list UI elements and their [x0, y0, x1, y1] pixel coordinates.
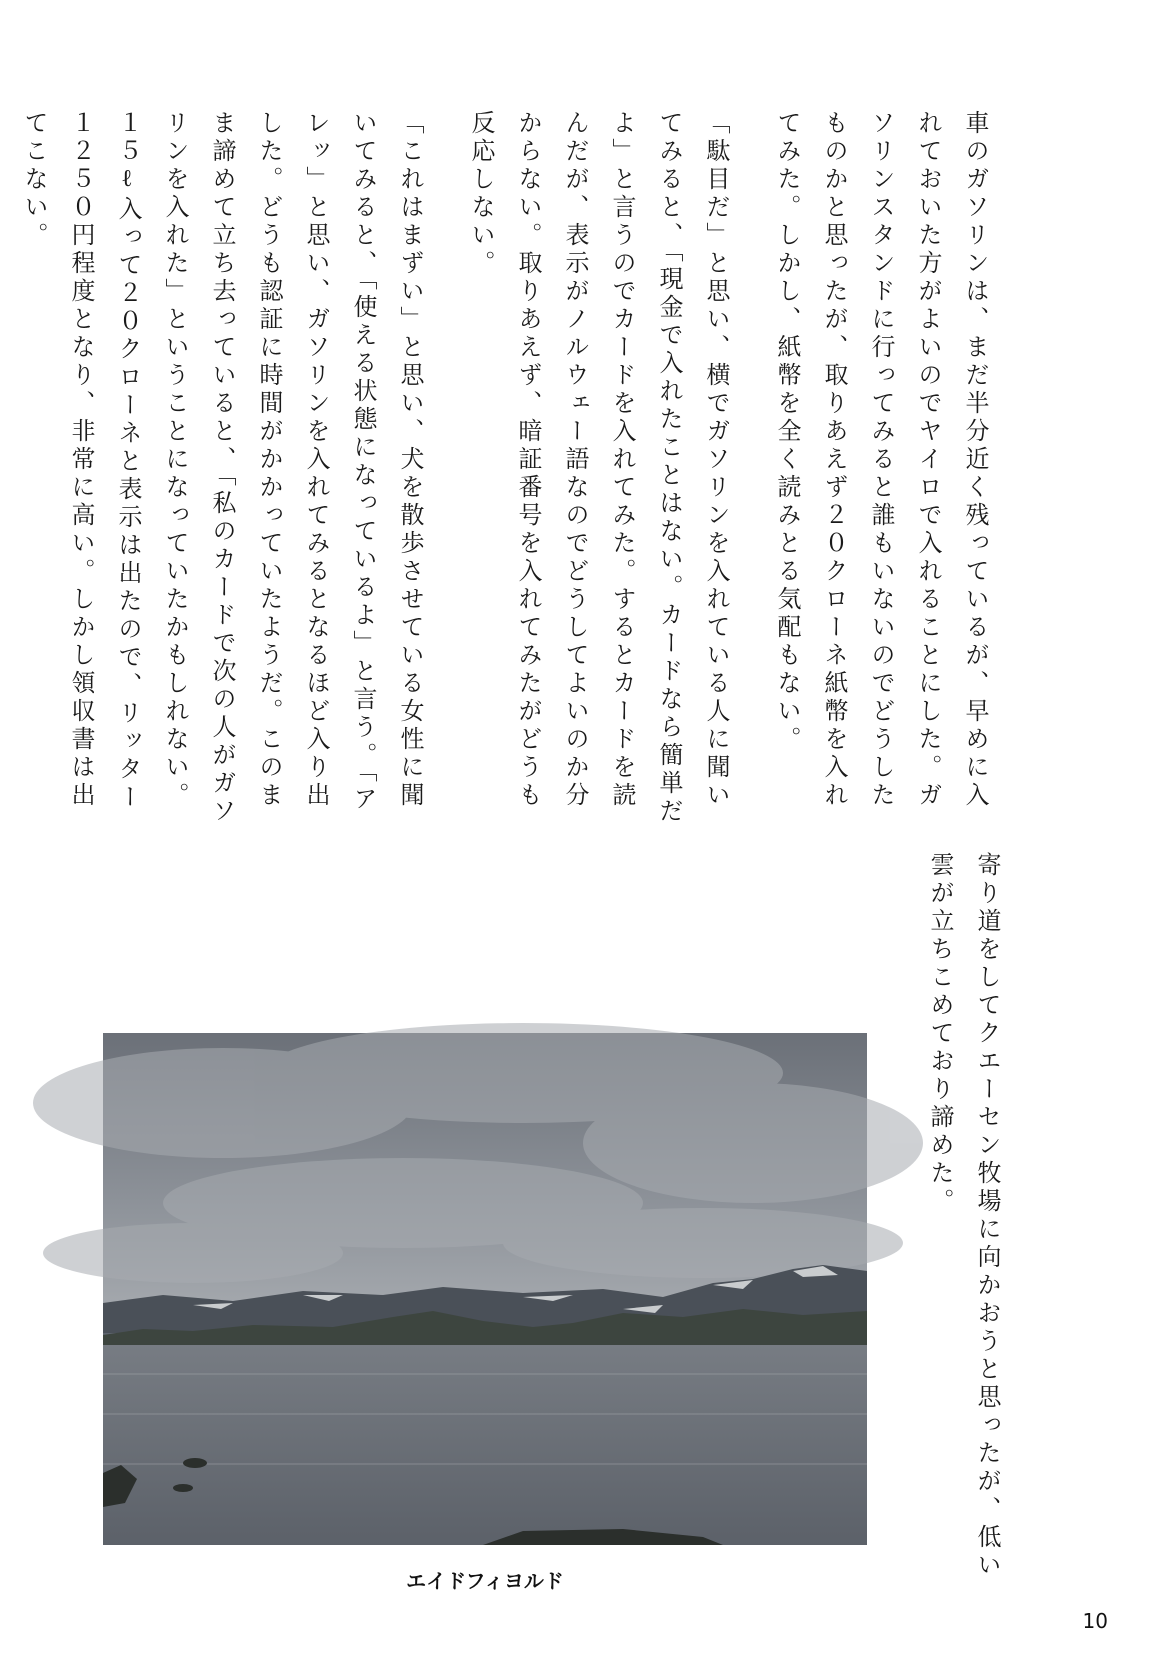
page-number: 10	[1082, 1609, 1108, 1633]
paragraph: 「これはまずい」と思い、犬を散歩させている女性に聞いてみると、「使える状態になっているよ」と言う。「アレッ」と思い、ガソリンを入れてみるとなるほど入り出した。どうも認証に時間がかかっていたようだ。このまま諦めて立ち去っていると、「私のカードで次の人がガソリンを入れた」ということになっていたかもしれない。１５ℓ入って２０クローネと表示は出たので、リッター１２５０円程度となり、非常に高い。しかし領収書は出てこない。	[20, 110, 424, 826]
fjord-landscape-image	[103, 1033, 867, 1545]
paragraph: 寄り道をしてクエーセン牧場に向かおうと思ったが、低い雲が立ちこめており諦めた。	[926, 852, 1001, 1580]
paragraph: 車のガソリンは、まだ半分近く残っているが、早めに入れておいた方がよいのでヤイロで入れることにした。ガソリンスタンドに行ってみると誰もいないのでどうしたものかと思ったが、取りあえず２０クローネ紙幣を入れてみた。しかし、紙幣を全く読みとる気配もない。	[773, 110, 989, 810]
main-text-block	[20, 110, 998, 830]
fjord-photo	[103, 1033, 867, 1545]
photo-caption: エイドフィヨルド	[406, 1569, 564, 1593]
paragraph: 「駄目だ」と思い、横でガソリンを入れている人に聞いてみると、「現金で入れたことはない。カードなら簡単だよ」と言うのでカードを入れてみた。するとカードを読んだが、表示がノルウェー語なのでどうしてよいのか分からない。取りあえず、暗証番号を入れてみたがどうも反応しない。	[467, 110, 730, 826]
side-text-block	[900, 852, 1010, 1582]
